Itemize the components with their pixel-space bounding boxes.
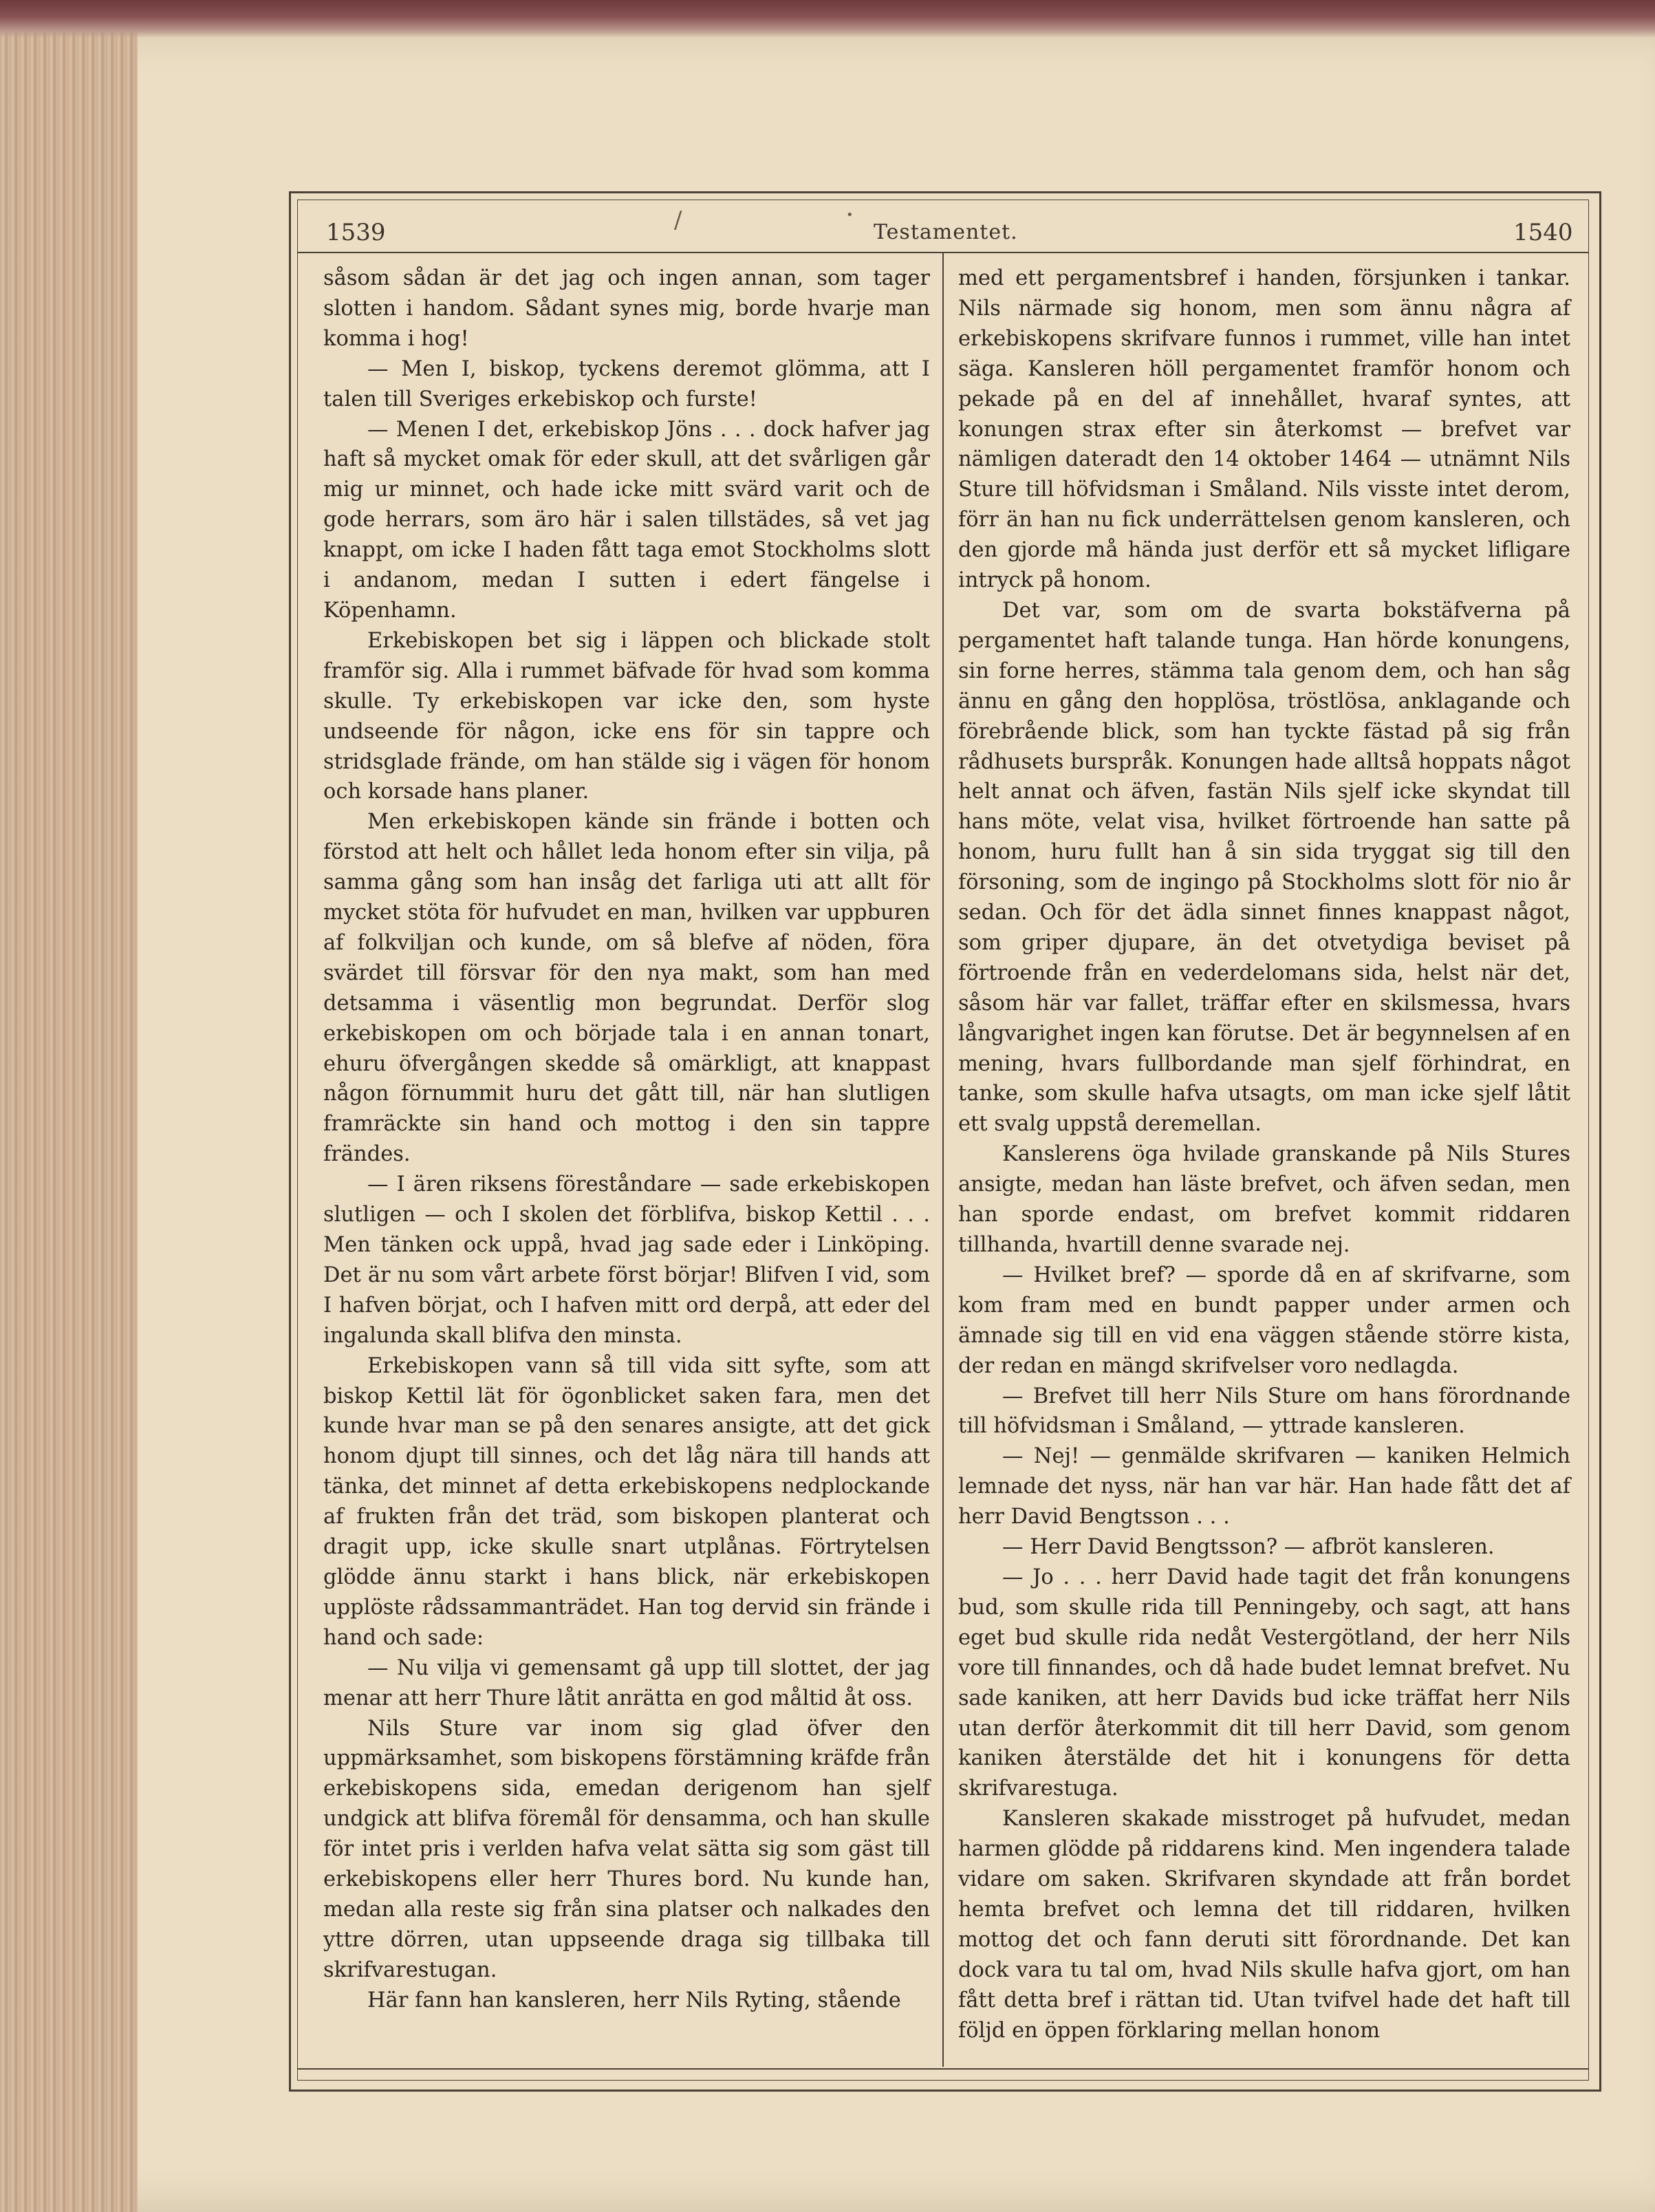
- paragraph: Men erkebiskopen kände sin frände i botten och förstod att helt och hållet leda honom efter sin vilja, på samma gång som han insåg det farliga uti att allt för mycket stöta för hufvudet en man, hvilken var uppburen af folkviljan och kunde, om så blefve af nöden, föra svärdet till försvar för den nya makt, som han med detsamma i väsentlig mon begrundat. Derför slog erkebiskopen om och började tala i en annan tonart, ehuru öfvergången skedde så omärkligt, att knappast någon förnummit huru det gått till, när han slutligen framräckte sin hand och mottog i den sin tappre frändes.: [323, 810, 930, 1167]
- paragraph: — Menen I det, erkebiskop Jöns . . . dock hafver jag haft så mycket omak för eder skull, att det svårligen går mig ur minnet, och hade icke mitt svärd varit och de gode herrars, som äro här i salen tillstädes, så vet jag knappt, om icke I haden fått taga emot Stockholms slott i andanom, medan I sutten i edert fängelse i Köpenhamn.: [323, 417, 930, 623]
- paragraph: Kansleren skakade misstroget på hufvudet, medan harmen glödde på riddarens kind. Men ingendera talade vidare om saken. Skrifvaren skyndade att från bordet hemta brefvet och lemna det till riddaren, hvilken mottog det och fann deruti sitt förordnande. Det kan dock vara tu tal om, hvad Nils skulle hafva gjort, om han fått detta bref i rättan tid. Utan tvifvel hade det haft till följd en öppen förklaring mellan honom: [958, 1807, 1570, 2043]
- stray-slash-mark: /: [674, 206, 682, 234]
- paragraph: — Nu vilja vi gemensamt gå upp till slottet, der jag menar att herr Thure låtit anrätta en god måltid åt oss.: [323, 1655, 930, 1710]
- running-title: Testamentet.: [874, 220, 1018, 244]
- paragraph: Det var, som om de svarta bokstäfverna på pergamentet haft talande tunga. Han hörde konungens, sin forne herres, stämma tala genom dem, och han såg ännu en gång den hopplösa, tröstlösa, anklagande och förebrående blick, som han tyckte fästad på sig från rådhusets burspråk. Konungen hade alltså hoppats något helt annat och äfven, fastän Nils sjelf icke skyndat till hans möte, velat visa, hvilket förtroende han satte på honom, huru fullt han å sin sida tryggat sig till den försoning, som de ingingo på Stockholms slott för nio år sedan. Och för det ädla sinnet finnes knappast något, som griper djupare, än det otvetydiga beviset på förtroende från en vederdelomans sida, helst när det, såsom här var fallet, träffar efter en skilsmessa, hvars långvarighet ingen kan förutse. Det är begynnelsen af en mening, hvars fullbordande man sjelf förhindrat, en tanke, som skulle hafva utsagts, om man icke sjelf låtit ett svalg uppstå deremellan.: [958, 598, 1570, 1137]
- stray-dot-mark: •: [846, 208, 854, 222]
- right-text-column: [958, 264, 1570, 2045]
- paragraph: Nils Sture var inom sig glad öfver den uppmärksamhet, som biskopens förstämning kräfde från erkebiskopens sida, emedan derigenom han sjelf undgick att blifva föremål för densamma, och han skulle för intet pris i verlden hafva velat sätta sig som gäst till erkebiskopens eller herr Thures bord. Nu kunde han, medan alla reste sig från sina platser och nalkades den yttre dörren, utan uppseende draga sig tillbaka till skrifvarestugan.: [323, 1716, 930, 1982]
- page-number-right: 1540: [1513, 219, 1573, 246]
- paragraph: Kanslerens öga hvilade granskande på Nils Stures ansigte, medan han läste brefvet, och äfven sedan, men han sporde endast, om brefvet kommit riddaren tillhanda, hvartill denne svarade nej.: [958, 1142, 1570, 1257]
- paragraph: — Brefvet till herr Nils Sture om hans förordnande till höfvidsman i Småland, — yttrade kansleren.: [958, 1384, 1570, 1439]
- paragraph: — Hvilket bref? — sporde då en af skrifvarne, som kom fram med en bundt papper under armen och ämnade sig till en vid ena väggen stående större kista, der redan en mängd skrifvelser voro nedlagda.: [958, 1263, 1570, 1378]
- paragraph: — I ären riksens föreståndare — sade erkebiskopen slutligen — och I skolen det förblifva, biskop Kettil . . . Men tänken ock uppå, hvad jag sade eder i Linköping. Det är nu som vårt arbete först börjar! Blifven I vid, som I hafven börjat, och I hafven mitt ord derpå, att eder del ingalunda skall blifva den minsta.: [323, 1172, 930, 1348]
- page-number-left: 1539: [326, 219, 386, 246]
- paragraph: Erkebiskopen bet sig i läppen och blickade stolt framför sig. Alla i rummet bäfvade för hvad som komma skulle. Ty erkebiskopen var icke den, som hyste undseende för någon, icke ens för sin tappre och stridsglade frände, om han stälde sig i vägen för honom och korsade hans planer.: [323, 628, 930, 804]
- footer-rule: [297, 2068, 1589, 2070]
- paragraph: — Jo . . . herr David hade tagit det från konungens bud, som skulle rida till Penningeby, och sagt, att hans eget bud skulle rida nedåt Vestergötland, der herr Nils vore till finnandes, och då hade budet lemnat brefvet. Nu sade kaniken, att herr Davids bud icke träffat herr Nils utan derför återkommit dit till herr David, som genom kaniken återstälde det hit i konungens för detta skrifvarestuga.: [958, 1565, 1570, 1801]
- paragraph: Här fann han kansleren, herr Nils Ryting, stående: [367, 1988, 901, 2012]
- paragraph: — Herr David Bengtsson? — afbröt kansleren.: [1002, 1535, 1495, 1560]
- paragraph: — Nej! — genmälde skrifvaren — kaniken Helmich lemnade det nyss, när han var här. Han hade fått det af herr David Bengtsson . . .: [958, 1444, 1570, 1529]
- column-divider: [942, 253, 944, 2067]
- paragraph: med ett pergamentsbref i handen, försjunken i tankar. Nils närmade sig honom, men som ännu några af erkebiskopens skrifvare funnos i rummet, ville han intet säga. Kansleren höll pergamentet framför honom och pekade på en del af innehållet, hvaraf syntes, att konungen strax efter sin återkomst — brefvet var nämligen dateradt den 14 oktober 1464 — utnämnt Nils Sture till höfvidsman i Småland. Nils visste intet derom, förr än han nu fick underrättelsen genom kansleren, och den gjorde må hända just derför ett så mycket lifligare intryck på honom.: [958, 266, 1570, 593]
- paragraph: Erkebiskopen vann så till vida sitt syfte, som att biskop Kettil lät för ögonblicket saken fara, men det kunde hvar man se på den senares ansigte, att det gick honom djupt till sinnes, och det låg nära till hands att tänka, det minnet af detta erkebiskopens nedplockande af frukten från det träd, som biskopen planterat och dragit upp, icke skulle snart utplånas. Förtrytelsen glödde ännu starkt i hans blick, när erkebiskopen upplöste rådssammanträdet. Han tog dervid sin frände i hand och sade:: [323, 1353, 930, 1650]
- book-page-edges: [0, 0, 138, 2212]
- book-cover-edge: [0, 0, 1655, 38]
- paragraph: — Men I, biskop, tyckens deremot glömma, att I talen till Sveriges erkebiskop och furste!: [323, 356, 930, 411]
- paragraph: såsom sådan är det jag och ingen annan, som tager slotten i handom. Sådant synes mig, borde hvarje man komma i hog!: [323, 266, 930, 351]
- left-text-column: [323, 264, 930, 2016]
